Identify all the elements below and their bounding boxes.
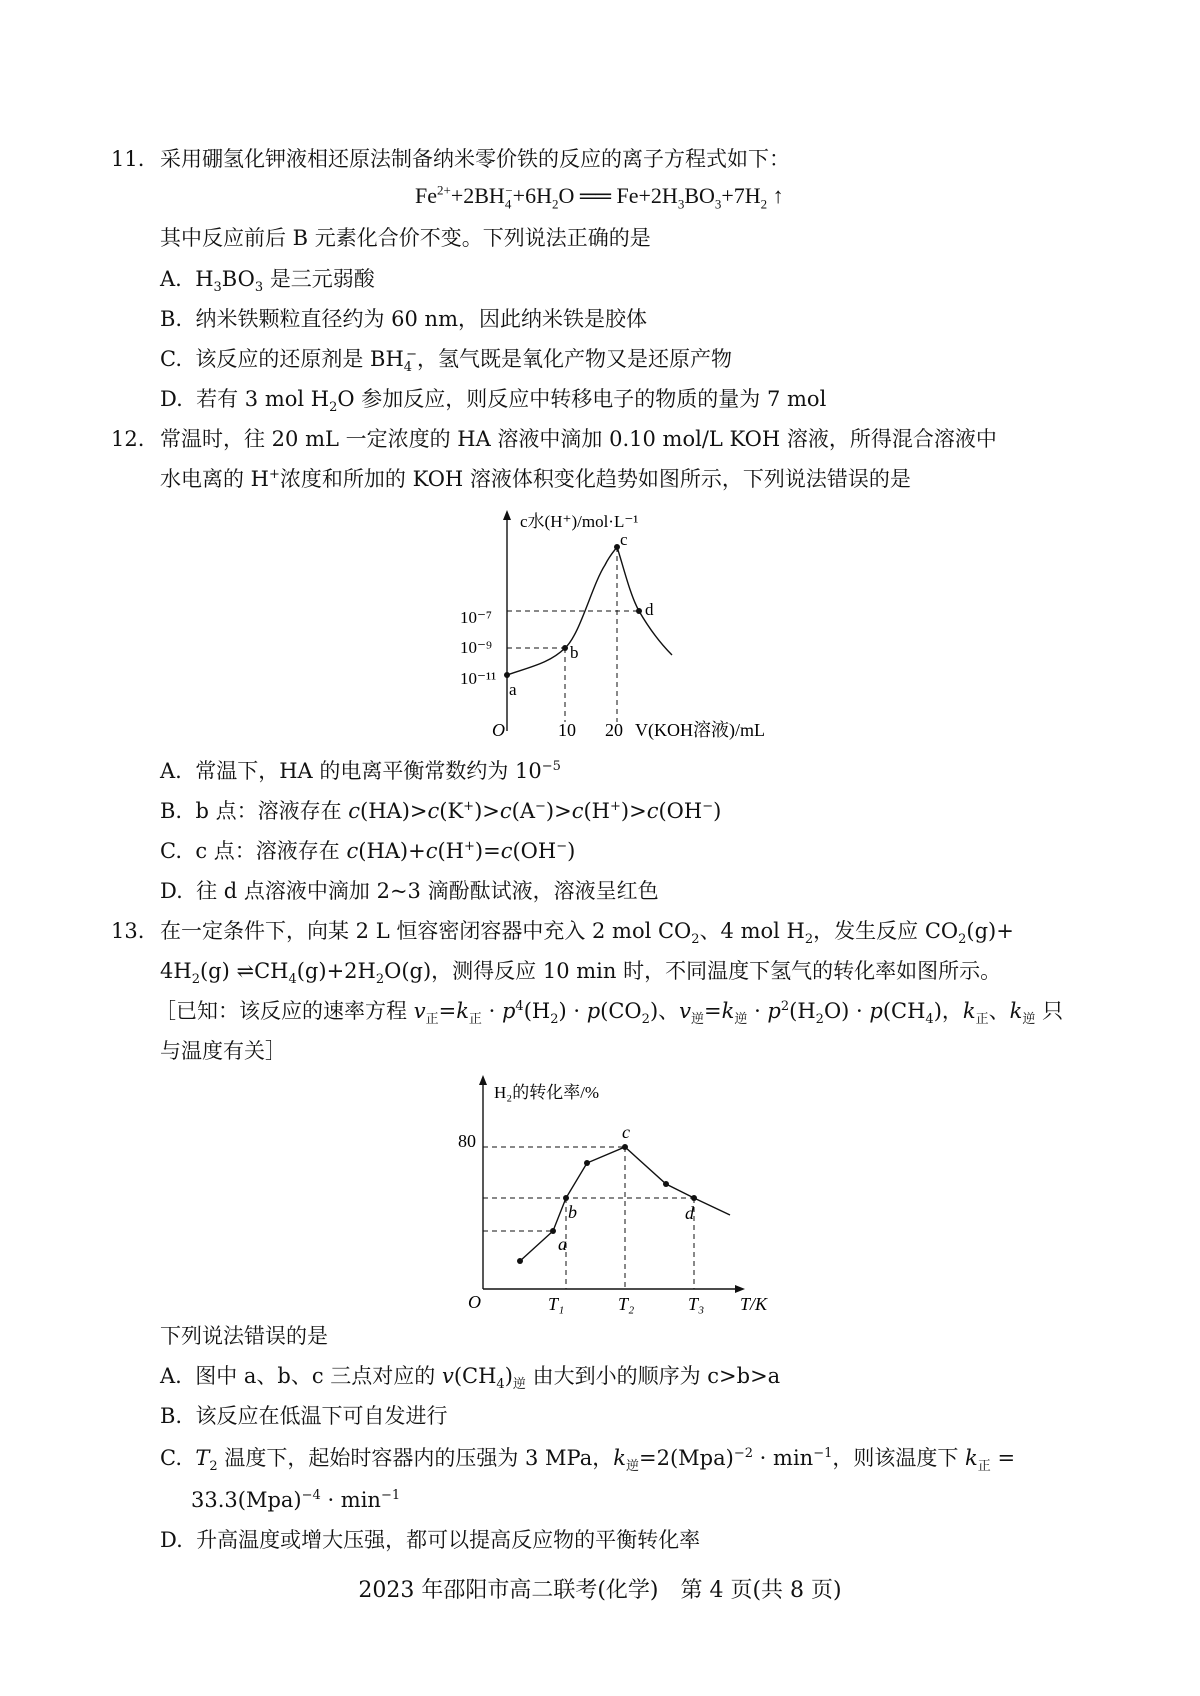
q12-label-a: a [509, 680, 517, 699]
q13-ytick-80: 80 [458, 1131, 476, 1151]
q12-option-c: C. c 点：溶液存在 c(HA)+c(H+)=c(OH−) [160, 839, 576, 863]
q13-label-c: c [622, 1122, 630, 1142]
q12-label-d: d [645, 600, 654, 619]
q13-option-c: C. $T_2$ 温度下，起始时容器内的压强为 3 MPa，$k_逆=2(Mpa)^{-2} \cdot \min^{-1}$，则该温度下 $k_正$ = [160, 1446, 1016, 1475]
q11-equation: $Fe^{2+}+2BH_4^-+6H_2O$ ══ $Fe+2H_3BO_3+7H_2$ ↑ [415, 182, 784, 212]
q11-option-b: B. 纳米铁颗粒直径约为 60 nm，因此纳米铁是胶体 [160, 307, 647, 331]
q12-xtick-20: 20 [605, 720, 623, 740]
q12-option-d: D. 往 d 点溶液中滴加 2~3 滴酚酞试液，溶液呈红色 [160, 879, 659, 903]
q12-ytick-9: 10⁻⁹ [460, 638, 492, 657]
q13-label-b: b [568, 1202, 577, 1222]
q12-point-b [562, 645, 568, 651]
q13-point [663, 1181, 669, 1187]
q13-point-d [691, 1195, 697, 1201]
q13-xlabel: T/K [740, 1294, 768, 1314]
q12-ytick-11: 10⁻¹¹ [460, 669, 497, 688]
q13-xtick-t3: T₃ [688, 1294, 705, 1314]
q13-label-a: a [558, 1234, 567, 1254]
q12-option-a: A. 常温下，HA 的电离平衡常数约为 $10^{-5}$ [160, 759, 561, 783]
q11-option-c: C. 该反应的还原剂是 $BH_4^-$，氢气既是氧化产物又是还原产物 [160, 347, 732, 376]
q13-point [517, 1258, 523, 1264]
q13-xtick-t2: T₂ [618, 1294, 635, 1314]
q11-option-d: D. 若有 3 mol $H_2O$ 参加反应，则反应中转移电子的物质的量为 7 mol [160, 387, 827, 416]
page-footer: 2023 年邵阳市高二联考(化学) 第 4 页(共 8 页) [358, 1578, 842, 1603]
q12-xlabel: V(KOH溶液)/mL [635, 720, 765, 740]
q13-ylabel: H₂的转化率/% [494, 1083, 600, 1102]
q13-chart [440, 1070, 810, 1320]
q12-origin: O [492, 720, 505, 740]
q11-stem: 采用硼氢化钾液相还原法制备纳米零价铁的反应的离子方程式如下： [160, 147, 790, 171]
q12-label-b: b [570, 643, 579, 662]
q12-point-a [504, 672, 510, 678]
q12-xtick-10: 10 [558, 720, 576, 740]
q13-y-arrow [479, 1075, 487, 1085]
q13-option-d: D. 升高温度或增大压强，都可以提高反应物的平衡转化率 [160, 1528, 701, 1552]
q13-point [584, 1160, 590, 1166]
q12-number: 12. [111, 427, 145, 451]
q13-ask: 下列说法错误的是 [160, 1324, 328, 1348]
q11-note: 其中反应前后 B 元素化合价不变。下列说法正确的是 [160, 226, 651, 250]
q13-line4: 与温度有关］ [160, 1039, 286, 1063]
q11-number: 11. [111, 147, 145, 171]
q12-y-arrow [503, 510, 511, 520]
q12-ylabel: c水(H⁺)/mol·L⁻¹ [520, 512, 639, 531]
q13-line3: ［已知：该反应的速率方程 $v_正=k_正 \cdot p^4(H_2) \cdot p(CO_2)$、$v_逆=k_逆 \cdot p^2(H_2O) \cdot p(CH_4)$，$k_正$、$k_逆$ 只 [155, 999, 1064, 1028]
q13-xtick-t1: T₁ [548, 1294, 565, 1314]
q12-point-d [636, 608, 642, 614]
q12-ytick-7: 10⁻⁷ [460, 608, 492, 627]
q13-point-c [622, 1144, 628, 1150]
q13-option-a: A. 图中 a、b、c 三点对应的 $v(CH_4)_逆$ 由大到小的顺序为 c>b>a [160, 1364, 781, 1393]
q13-point-a [550, 1228, 556, 1234]
q11-option-a: A. $H_3BO_3$ 是三元弱酸 [160, 267, 375, 296]
q13-option-c-cont: $33.3(Mpa)^{-4} \cdot \min^{-1}$ [191, 1488, 401, 1512]
q12-label-c: c [620, 530, 628, 549]
q12-line2: 水电离的 H+浓度和所加的 KOH 溶液体积变化趋势如图所示，下列说法错误的是 [160, 467, 911, 491]
q13-option-b: B. 该反应在低温下可自发进行 [160, 1404, 448, 1428]
q13-line1: 在一定条件下，向某 2 L 恒容密闭容器中充入 2 mol $CO_2$、4 mol $H_2$，发生反应 $CO_2(g)+$ [160, 919, 1014, 948]
q12-option-b: B. b 点：溶液存在 c(HA)>c(K+)>c(A−)>c(H+)>c(OH−) [160, 799, 722, 823]
q13-origin: O [468, 1292, 481, 1312]
q13-x-arrow [735, 1285, 745, 1293]
q13-number: 13. [111, 919, 145, 943]
q13-point-b [563, 1195, 569, 1201]
q12-chart [440, 505, 810, 755]
q12-line1: 常温时，往 20 mL 一定浓度的 HA 溶液中滴加 0.10 mol/L KOH 溶液，所得混合溶液中 [160, 427, 997, 451]
q13-label-d: d [685, 1203, 694, 1223]
q13-line2: $4H_2(g)$ $\rightleftharpoons CH_4(g)+2H_2O(g)$，测得反应 10 min 时，不同温度下氢气的转化率如图所示。 [160, 959, 1002, 988]
